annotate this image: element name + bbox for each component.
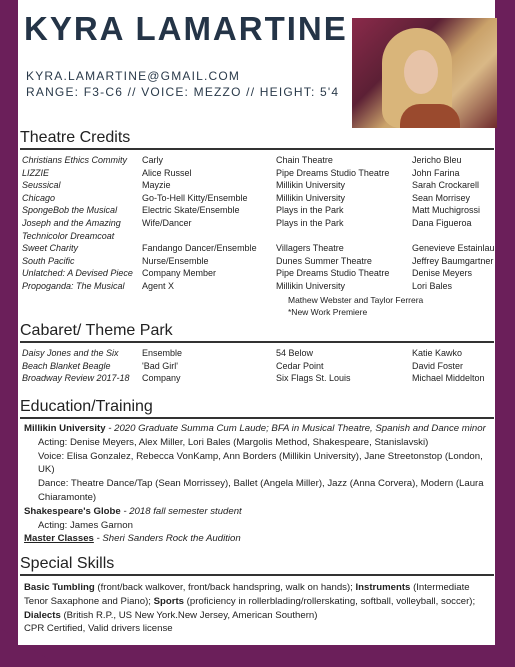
show-title-cell: Seussical — [22, 180, 61, 191]
section-divider — [20, 574, 494, 576]
page-title: KYRA LAMARTINE — [24, 10, 348, 47]
left-purple-band — [0, 0, 18, 667]
director-cell: Michael Middelton — [412, 373, 485, 384]
role-cell: 'Bad Girl' — [142, 360, 178, 371]
millikin-entry — [24, 422, 494, 436]
section-divider — [20, 148, 494, 150]
cabaret-section — [20, 322, 494, 385]
credits-note-authors: Mathew Webster and Taylor Ferrera — [288, 295, 424, 305]
show-title-cell: Unlatched: A Devised Piece — [22, 268, 133, 279]
venue-cell: Villagers Theatre — [276, 243, 344, 254]
dance-training: Dance: Theatre Dance/Tap (Sean Morrissey), Ballet (Angela Miller), Jazz (Anna Corvera), Modern (Laura Chiaramonte) — [38, 478, 484, 503]
table-row — [20, 372, 494, 385]
show-title-cell: Christians Ethics Commity — [22, 155, 128, 165]
venue-cell: Cedar Point — [276, 360, 324, 371]
director-cell: Genevieve Estainlau — [412, 243, 495, 254]
venue-cell: Dunes Summer Theatre — [276, 255, 372, 266]
master-classes-name: Master Classes — [24, 533, 94, 545]
master-classes-detail: - Sheri Sanders Rock the Audition — [93, 533, 241, 545]
millikin-detail: - 2020 Graduate Summa Cum Laude; BFA in Musical Theatre, Spanish and Dance minor — [105, 423, 486, 434]
role-cell: Wife/Dancer — [142, 217, 192, 228]
director-cell: Denise Meyers — [412, 268, 473, 279]
dialects-text: (British R.P., US New York.New Jersey, American Southern) — [60, 609, 318, 621]
table-row — [20, 280, 494, 293]
table-row — [20, 192, 494, 205]
director-cell: Dana Figueroa — [412, 217, 472, 228]
show-title-cell: South Pacific — [22, 255, 75, 266]
director-cell: David Foster — [412, 360, 464, 371]
headshot-shirt — [400, 104, 460, 128]
venue-cell: Chain Theatre — [276, 155, 333, 165]
bottom-purple-band — [0, 645, 515, 667]
director-cell: Matt Muchigrossi — [412, 205, 481, 216]
show-title-cell: Chicago — [22, 192, 56, 203]
cabaret-heading: Cabaret/ Theme Park — [20, 322, 173, 339]
role-cell: Company — [142, 373, 181, 384]
globe-entry — [24, 505, 494, 519]
role-cell: Fandango Dancer/Ensemble — [142, 243, 257, 254]
director-cell: Lori Bales — [412, 280, 453, 291]
cabaret-table — [20, 347, 494, 385]
table-row — [20, 179, 494, 192]
director-cell: John Farina — [412, 167, 460, 178]
role-cell: Nurse/Ensemble — [142, 255, 209, 266]
show-title-cell: Technicolor Dreamcoat — [22, 230, 115, 241]
sports-text: (proficiency in rollerblading/rollerskating, softball, volleyball, soccer); — [184, 595, 476, 607]
role-cell: Mayzie — [142, 180, 171, 191]
special-skills-heading: Special Skills — [20, 555, 115, 572]
headshot-photo — [352, 18, 497, 128]
table-row — [20, 217, 494, 230]
theatre-credits-heading: Theatre Credits — [20, 129, 131, 146]
globe-detail: - 2018 fall semester student — [120, 505, 242, 517]
cpr-text: CPR Certified, Valid drivers license — [24, 623, 173, 635]
millikin-name: Millikin University — [24, 423, 106, 434]
theatre-credits-section — [20, 129, 494, 293]
director-cell: Sean Morrisey — [412, 192, 471, 203]
venue-cell: Millikin University — [276, 192, 346, 203]
show-title-cell: Joseph and the Amazing — [22, 217, 121, 228]
dialects-label: Dialects — [24, 609, 61, 621]
venue-cell: Plays in the Park — [276, 205, 344, 216]
show-title-cell: Broadway Review 2017-18 — [22, 373, 130, 384]
table-row — [20, 204, 494, 217]
vocal-specs: RANGE: F3-C6 // VOICE: MEZZO // HEIGHT: 5'4 — [26, 85, 340, 99]
table-row — [20, 167, 494, 180]
role-cell: Alice Russel — [142, 167, 192, 178]
show-title-cell: Beach Blanket Beagle — [22, 360, 111, 371]
table-row — [20, 242, 494, 255]
director-cell: Jeffrey Baumgartner — [412, 255, 494, 266]
table-row — [20, 154, 494, 167]
show-title-cell: Daisy Jones and the Six — [22, 348, 119, 358]
venue-cell: Pipe Dreams Studio Theatre — [276, 268, 390, 279]
voice-training: Voice: Elisa Gonzalez, Rebecca VonKamp, Ann Borders (Millikin University), Jane Streetonstop (London, UK) — [38, 450, 483, 476]
director-cell: Sarah Crockarell — [412, 180, 480, 191]
table-row — [20, 347, 494, 360]
show-title-cell: Sweet Charity — [22, 243, 79, 254]
section-divider — [20, 417, 494, 419]
venue-cell: Pipe Dreams Studio Theatre — [276, 167, 390, 178]
director-cell: Jericho Bleu — [412, 155, 462, 165]
sports-label: Sports — [153, 595, 184, 607]
credits-note-premiere: *New Work Premiere — [288, 307, 368, 317]
headshot-face — [404, 50, 438, 94]
director-cell: Katie Kawko — [412, 348, 463, 358]
venue-cell: Plays in the Park — [276, 217, 344, 228]
education-heading: Education/Training — [20, 398, 153, 415]
skills-text — [24, 581, 492, 622]
theatre-credits-table — [20, 154, 494, 293]
tumbling-text: (front/back walkover, front/back handspring, walk on hands); — [94, 582, 356, 593]
table-row — [20, 255, 494, 268]
venue-cell: Millikin University — [276, 180, 346, 191]
role-cell: Ensemble — [142, 348, 183, 358]
role-cell: Electric Skate/Ensemble — [142, 205, 240, 216]
right-purple-band — [495, 0, 515, 667]
email-text: KYRA.LAMARTINE@GMAIL.COM — [26, 69, 241, 83]
table-row — [20, 267, 494, 280]
special-skills-section — [20, 555, 494, 636]
education-section — [20, 398, 494, 546]
venue-cell: 54 Below — [276, 348, 314, 358]
acting-training: Acting: Denise Meyers, Alex Miller, Lori Bales (Margolis Method, Shakespeare, Stanislavski) — [38, 436, 429, 448]
role-cell: Go-To-Hell Kitty/Ensemble — [142, 192, 248, 203]
venue-cell: Millikin University — [276, 280, 346, 291]
tumbling-label: Basic Tumbling — [24, 582, 95, 593]
venue-cell: Six Flags St. Louis — [276, 373, 351, 384]
show-title-cell: Propoganda: The Musical — [22, 280, 125, 291]
show-title-cell: SpongeBob the Musical — [22, 205, 118, 216]
globe-name: Shakespeare's Globe — [24, 505, 121, 517]
role-cell: Agent X — [142, 280, 175, 291]
section-divider — [20, 341, 494, 343]
master-classes-entry — [24, 532, 494, 546]
globe-acting: Acting: James Garnon — [38, 519, 133, 531]
instruments-label: Instruments — [355, 582, 411, 593]
role-cell: Carly — [142, 155, 164, 165]
role-cell: Company Member — [142, 268, 217, 279]
instruments-text: (Intermediate Tenor Saxaphone and Piano); — [24, 582, 470, 607]
show-title-cell: LIZZIE — [22, 167, 50, 178]
table-row — [20, 360, 494, 373]
table-row — [20, 230, 494, 243]
